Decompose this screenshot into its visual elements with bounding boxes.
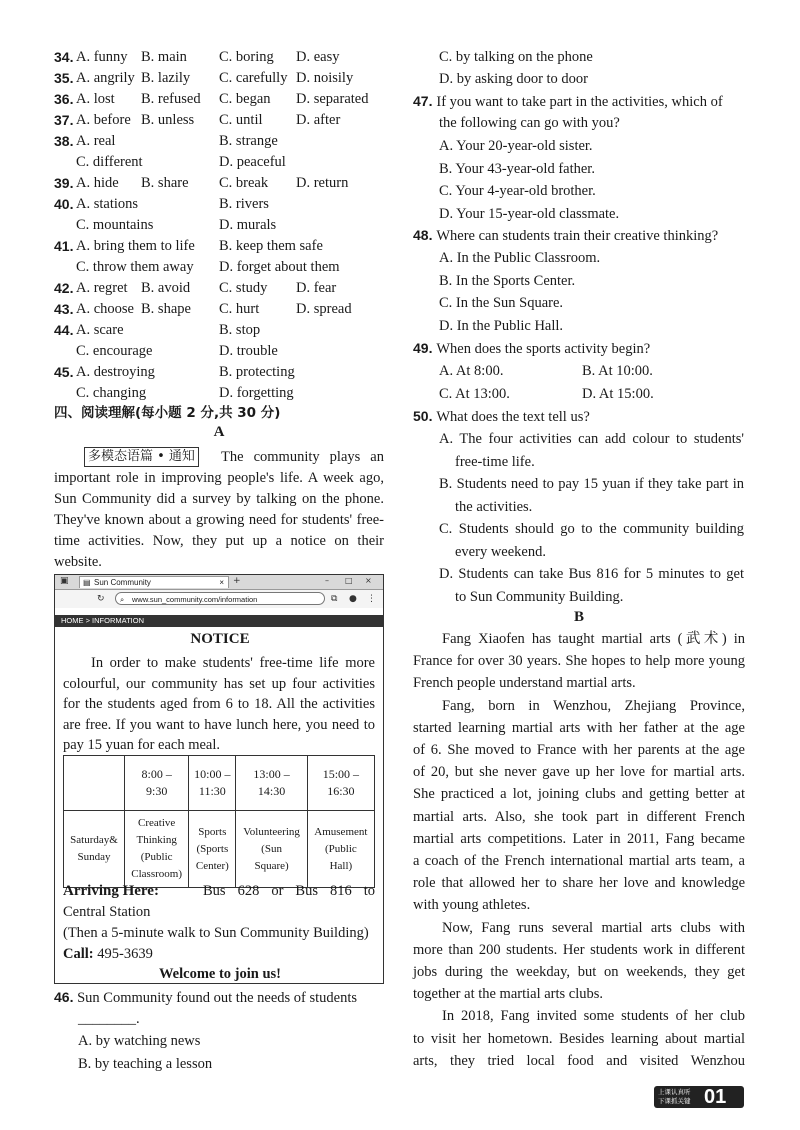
- option-c: C. mountains: [76, 217, 154, 233]
- passage-line: of 20, but she never gave up her love for martial arts.: [413, 764, 745, 781]
- activity-cell: [307, 811, 374, 888]
- option-b: B. protecting: [219, 364, 295, 380]
- answer-option: A. In the Public Classroom.: [439, 250, 601, 266]
- option-d: D. peaceful: [219, 154, 286, 170]
- call-line: [63, 944, 153, 964]
- window-close-icon[interactable]: ×: [365, 576, 372, 585]
- question-46: 46. Sun Community found out the needs of students: [54, 989, 358, 1006]
- passage-line: Fang, born in Wenzhou, Zhejiang Province,: [442, 697, 745, 714]
- cell-line: (Public: [140, 851, 173, 863]
- passage-b-label: B: [573, 609, 584, 625]
- cell-line: (Sun: [261, 842, 282, 855]
- passage-line: martial arts competitions. Later in 2011, Fang became: [413, 830, 745, 847]
- notice-line: pay 15 yuan for each meal.: [63, 737, 221, 753]
- question-stem: Where can students train their creative thinking?: [436, 228, 719, 244]
- option-a: A. hide: [76, 175, 119, 191]
- cell-line: 16:30: [327, 784, 355, 798]
- passage-line: Now, Fang runs several martial arts clubs with: [442, 919, 745, 936]
- website-screenshot: [54, 574, 384, 984]
- answer-option: C. Students should go to the community building: [439, 521, 744, 537]
- answer-option: B. At 10:00.: [582, 363, 653, 379]
- time-header-cell: [307, 756, 374, 811]
- option-d: D. separated: [296, 91, 369, 107]
- answer-option-cont: to Sun Community Building.: [455, 589, 624, 605]
- badge-line-1: 上课认真听: [658, 1088, 691, 1096]
- breadcrumb: HOME > INFORMATION: [55, 615, 383, 627]
- option-a: A. angrily: [76, 70, 135, 86]
- answer-option: C. Your 4-year-old brother.: [439, 183, 596, 199]
- arriving-line-2: Central Station: [63, 904, 151, 920]
- question-number: 34.: [54, 49, 74, 65]
- passage-line: website.: [54, 554, 102, 570]
- question-number: 50.: [413, 408, 437, 424]
- question-50: [413, 406, 590, 427]
- option-a: A. lost: [76, 91, 115, 107]
- question-number: 46: [54, 989, 70, 1005]
- option-a: A. before: [76, 112, 131, 128]
- time-header-cell: [125, 756, 189, 811]
- passage-line: jobs during the weekday, but on weekends, they get: [413, 964, 745, 980]
- option-a: A. funny: [76, 49, 128, 65]
- option-d: D. forgetting: [219, 385, 294, 401]
- option-b: B. avoid: [141, 280, 191, 296]
- option-b: B. stop: [219, 322, 261, 338]
- question-number: 37.: [54, 112, 74, 128]
- cell-line: Thinking: [136, 834, 177, 846]
- time-header-cell: [189, 756, 236, 811]
- browser-tab[interactable]: [79, 576, 229, 588]
- question-stem: If you want to take part in the activities, which of: [436, 94, 723, 110]
- passage-line: role that allowed her to share her love and knowledge: [413, 875, 745, 892]
- notice-line: for the students aged from 6 to 18. All the activities: [63, 696, 375, 712]
- question-number: 40.: [54, 196, 74, 212]
- option-c: C. different: [76, 154, 143, 170]
- option-b: B. refused: [141, 91, 201, 107]
- arriving-line: [63, 881, 159, 901]
- option-b: B. unless: [141, 112, 195, 128]
- answer-option: B. by teaching a lesson: [78, 1056, 213, 1072]
- page-number: 01: [704, 1086, 727, 1108]
- answer-option: D. Students can take Bus 816 for 5 minutes to get: [439, 566, 744, 582]
- option-c: C. throw them away: [76, 259, 194, 275]
- answer-option: C. In the Sun Square.: [439, 295, 564, 311]
- page-number-badge: [654, 1086, 744, 1108]
- passage-line: started learning martial arts with her father at the age: [413, 719, 745, 736]
- question-number: 49.: [413, 340, 437, 356]
- refresh-icon[interactable]: ↻: [97, 594, 105, 604]
- cell-line: 11:30: [198, 784, 226, 798]
- answer-option: D. Your 15-year-old classmate.: [439, 205, 620, 222]
- passage-line: They've known about a growing need for students' free-: [54, 512, 384, 528]
- question-number: 44.: [54, 322, 74, 338]
- option-d: D. spread: [296, 301, 352, 317]
- tab-title: Sun Community: [94, 578, 151, 587]
- window-icon: ▣: [60, 576, 69, 586]
- option-c: C. break: [219, 175, 269, 191]
- new-tab-icon[interactable]: +: [233, 576, 241, 586]
- question-number: 35.: [54, 70, 74, 86]
- option-d: D. after: [296, 112, 341, 128]
- passage-line: arts, they tried local food and visited Wenzhou: [413, 1052, 745, 1069]
- option-c: C. carefully: [219, 70, 288, 86]
- address-bar-row: [55, 590, 383, 608]
- passage-line: She practiced a lot, joining clubs and getting better at: [413, 786, 745, 803]
- question-stem: Sun Community found out the needs of students: [77, 990, 358, 1006]
- activity-cell: [236, 811, 307, 888]
- passage-line: The community plays an: [221, 449, 384, 465]
- answer-option: D. by asking door to door: [439, 71, 589, 87]
- answer-option-cont: the activities.: [455, 499, 533, 515]
- question-number: 47.: [413, 93, 437, 109]
- question-number: 45.: [54, 364, 74, 380]
- option-b: B. shape: [141, 301, 191, 317]
- url-field[interactable]: [115, 592, 325, 605]
- cell-line: (Public: [324, 842, 357, 855]
- notice-line: are free. If you want to have lunch here, you need to: [63, 716, 375, 733]
- call-label: Call:: [63, 946, 94, 962]
- option-a: A. real: [76, 133, 116, 149]
- answer-option: A. by watching news: [78, 1033, 201, 1049]
- answer-blank: ________.: [78, 1011, 140, 1027]
- call-number: 495-3639: [97, 946, 153, 962]
- cell-line: Sports: [198, 825, 227, 838]
- passage-a-label: A: [213, 424, 225, 440]
- question-stem: the following can go with you?: [439, 115, 620, 131]
- passage-line: to visit her hometown. Besides learning about martial: [413, 1030, 745, 1047]
- cell-line: Classroom): [131, 868, 183, 880]
- passage-a-tag: 多模态语篇 • 通知: [84, 447, 199, 467]
- cell-line: Hall): [329, 859, 353, 872]
- cell-line: 9:30: [145, 784, 168, 798]
- question-49: [413, 338, 650, 359]
- question-stem: What does the text tell us?: [436, 409, 590, 425]
- option-a: A. stations: [76, 196, 139, 212]
- passage-line: Sun Community did a survey by talking on the phone.: [54, 491, 384, 507]
- badge-line-2: 下课抓关键: [658, 1097, 691, 1105]
- cell-line: Creative: [138, 817, 176, 829]
- cell-line: Square): [254, 859, 289, 872]
- answer-option: A. At 8:00.: [439, 363, 504, 379]
- option-b: B. strange: [219, 133, 278, 149]
- option-a: A. destroying: [76, 364, 155, 380]
- cell-line: Saturday&: [70, 834, 118, 846]
- option-d: D. return: [296, 175, 349, 191]
- option-c: C. hurt: [219, 301, 260, 317]
- cell-line: Sunday: [77, 851, 111, 863]
- option-a: A. choose: [76, 301, 134, 317]
- answer-option-cont: free-time life.: [455, 454, 535, 470]
- browser-tab-bar: [55, 575, 383, 590]
- notice-line: colourful, our community has set up four activities: [63, 675, 375, 692]
- answer-option: A. Your 20-year-old sister.: [439, 138, 593, 154]
- answer-option: B. Your 43-year-old father.: [439, 160, 595, 177]
- time-header-cell: [236, 756, 307, 811]
- option-c: C. until: [219, 112, 263, 128]
- activity-cell: [189, 811, 236, 888]
- option-d: D. trouble: [219, 343, 278, 359]
- notice-title: NOTICE: [190, 631, 250, 647]
- option-d: D. noisily: [296, 70, 354, 86]
- activity-cell: [125, 811, 189, 888]
- cell-line: (Sports: [196, 842, 229, 855]
- cell-line: Volunteering: [243, 825, 300, 838]
- question-stem: When does the sports activity begin?: [436, 341, 651, 357]
- question-number: 43.: [54, 301, 74, 317]
- question-number: 38.: [54, 133, 74, 149]
- answer-option: D. In the Public Hall.: [439, 317, 564, 334]
- question-number: 39.: [54, 175, 74, 191]
- passage-line: a coach of the French international martial arts team, a: [413, 853, 745, 869]
- cell-line: 8:00 –: [141, 767, 172, 781]
- minimize-icon[interactable]: –: [325, 576, 329, 585]
- question-47: [413, 91, 723, 112]
- arriving-line-3: (Then a 5-minute walk to Sun Community Building): [63, 925, 369, 941]
- answer-option-cont: every weekend.: [455, 544, 546, 560]
- option-c: C. boring: [219, 49, 274, 65]
- cell-line: Amusement: [314, 825, 368, 838]
- table-corner: [64, 756, 125, 811]
- cell-line: 14:30: [257, 784, 286, 798]
- close-icon[interactable]: ×: [219, 578, 224, 587]
- passage-line: of 6. She moved to France with her parents at the age: [413, 742, 745, 758]
- passage-line: martial arts. Also, she took part in different French: [413, 808, 745, 825]
- maximize-icon[interactable]: □: [345, 576, 353, 585]
- option-d: D. murals: [219, 217, 277, 233]
- answer-option: C. At 13:00.: [439, 386, 510, 402]
- passage-line: France for over 30 years. She hopes to help more young: [413, 653, 745, 670]
- option-d: D. easy: [296, 49, 340, 65]
- option-c: C. encourage: [76, 343, 153, 359]
- menu-icon[interactable]: ⋮: [367, 594, 376, 604]
- question-number: 36.: [54, 91, 74, 107]
- profile-icon[interactable]: ●: [349, 594, 357, 604]
- answer-option: D. At 15:00.: [582, 386, 654, 402]
- cell-line: Center): [195, 859, 229, 872]
- question-number: 48.: [413, 227, 437, 243]
- answer-option: B. In the Sports Center.: [439, 272, 576, 289]
- notice-line: In order to make students' free-time life more: [91, 655, 375, 671]
- answer-option: C. by talking on the phone: [439, 49, 593, 65]
- url-text: www.sun_community.com/information: [132, 595, 258, 604]
- option-d: D. forget about them: [219, 259, 340, 275]
- welcome-text: Welcome to join us!: [158, 966, 282, 982]
- option-c: C. changing: [76, 385, 147, 401]
- option-a: A. scare: [76, 322, 124, 338]
- answer-option: A. The four activities can add colour to students': [439, 431, 744, 447]
- schedule-table: [63, 755, 375, 888]
- question-number: 42.: [54, 280, 74, 296]
- cell-line: 13:00 –: [253, 767, 290, 781]
- passage-line: time activities. Now, they put up a notice on their: [54, 533, 384, 549]
- passage-line: with young athletes.: [413, 897, 531, 914]
- option-a: A. bring them to life: [76, 238, 195, 254]
- search-icon: ⌕: [120, 595, 125, 604]
- section-title: 四、阅读理解(每小题 2 分,共 30 分): [54, 405, 281, 421]
- option-c: C. began: [219, 91, 271, 107]
- option-d: D. fear: [296, 280, 337, 296]
- cell-line: 10:00 –: [194, 767, 231, 781]
- question-48: [413, 225, 718, 246]
- answer-option: B. Students need to pay 15 yuan if they take part in: [439, 476, 744, 492]
- option-b: B. main: [141, 49, 187, 65]
- passage-line: together at the martial arts clubs.: [413, 986, 604, 1003]
- option-b: B. keep them safe: [219, 238, 323, 254]
- option-a: A. regret: [76, 280, 128, 296]
- passage-line: French people understand martial arts.: [413, 675, 636, 692]
- option-c: C. study: [219, 280, 268, 296]
- extensions-icon[interactable]: ⧉: [331, 594, 338, 604]
- option-b: B. share: [141, 175, 189, 191]
- arriving-text: Bus 628 or Bus 816 to: [203, 883, 375, 899]
- passage-line: more than 200 students. Her students work in different: [413, 941, 745, 958]
- passage-line: important role in improving people's life. A week ago,: [54, 470, 384, 486]
- passage-line: In 2018, Fang invited some students of her club: [442, 1008, 745, 1025]
- passage-line: Fang Xiaofen has taught martial arts (武术) in: [442, 631, 745, 647]
- cell-line: 15:00 –: [322, 767, 360, 781]
- arriving-label: Arriving Here:: [63, 883, 159, 899]
- day-label-cell: [64, 811, 125, 888]
- table-row: [64, 756, 375, 811]
- page-icon: ▤: [83, 578, 91, 587]
- table-row: [64, 811, 375, 888]
- option-b: B. lazily: [141, 70, 191, 86]
- question-number: 41.: [54, 238, 74, 254]
- option-b: B. rivers: [219, 196, 269, 212]
